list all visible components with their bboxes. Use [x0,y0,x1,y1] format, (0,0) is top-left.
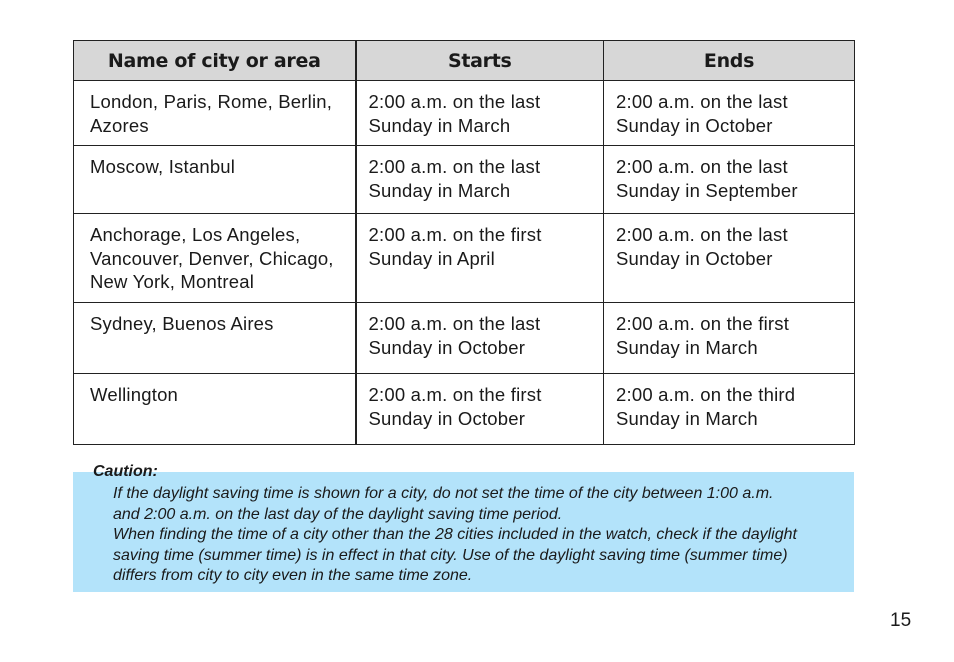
cell-ends: 2:00 a.m. on the last Sunday in October [604,81,855,146]
table-row [74,214,855,303]
cell-city: London, Paris, Rome, Berlin, Azores [74,81,356,146]
cell-city: Wellington [74,374,356,445]
table-row [74,303,855,374]
header-city: Name of city or area [74,41,356,81]
table-row [74,374,855,445]
page-number: 15 [890,610,912,631]
cell-starts: 2:00 a.m. on the first Sunday in April [356,214,604,303]
header-starts: Starts [356,41,604,81]
cell-ends: 2:00 a.m. on the third Sunday in March [604,374,855,445]
table-header-row [74,41,855,81]
cell-ends: 2:00 a.m. on the first Sunday in March [604,303,855,374]
cell-city: Moscow, Istanbul [74,146,356,214]
header-ends: Ends [604,41,855,81]
table-row [74,146,855,214]
caution-text: If the daylight saving time is shown for a city, do not set the time of the city between 1:00 a.m. and 2:00 a.m. on the last day of the daylight saving time period. When finding the time of a city other than the 28 cities included in the watch, check if the daylight saving time (summer time) is in effect in that city. Use of the daylight saving time (summer time) differs from city to city even in the same time zone. [113,485,797,584]
cell-ends: 2:00 a.m. on the last Sunday in September [604,146,855,214]
cell-city: Sydney, Buenos Aires [74,303,356,374]
cell-starts: 2:00 a.m. on the last Sunday in March [356,81,604,146]
cell-ends: 2:00 a.m. on the last Sunday in October [604,214,855,303]
table-row [74,81,855,146]
cell-starts: 2:00 a.m. on the last Sunday in March [356,146,604,214]
dst-table [73,40,855,445]
caution-title: Caution: [93,463,158,480]
cell-starts: 2:00 a.m. on the first Sunday in October [356,374,604,445]
cell-city: Anchorage, Los Angeles, Vancouver, Denver, Chicago, New York, Montreal [74,214,356,303]
cell-starts: 2:00 a.m. on the last Sunday in October [356,303,604,374]
